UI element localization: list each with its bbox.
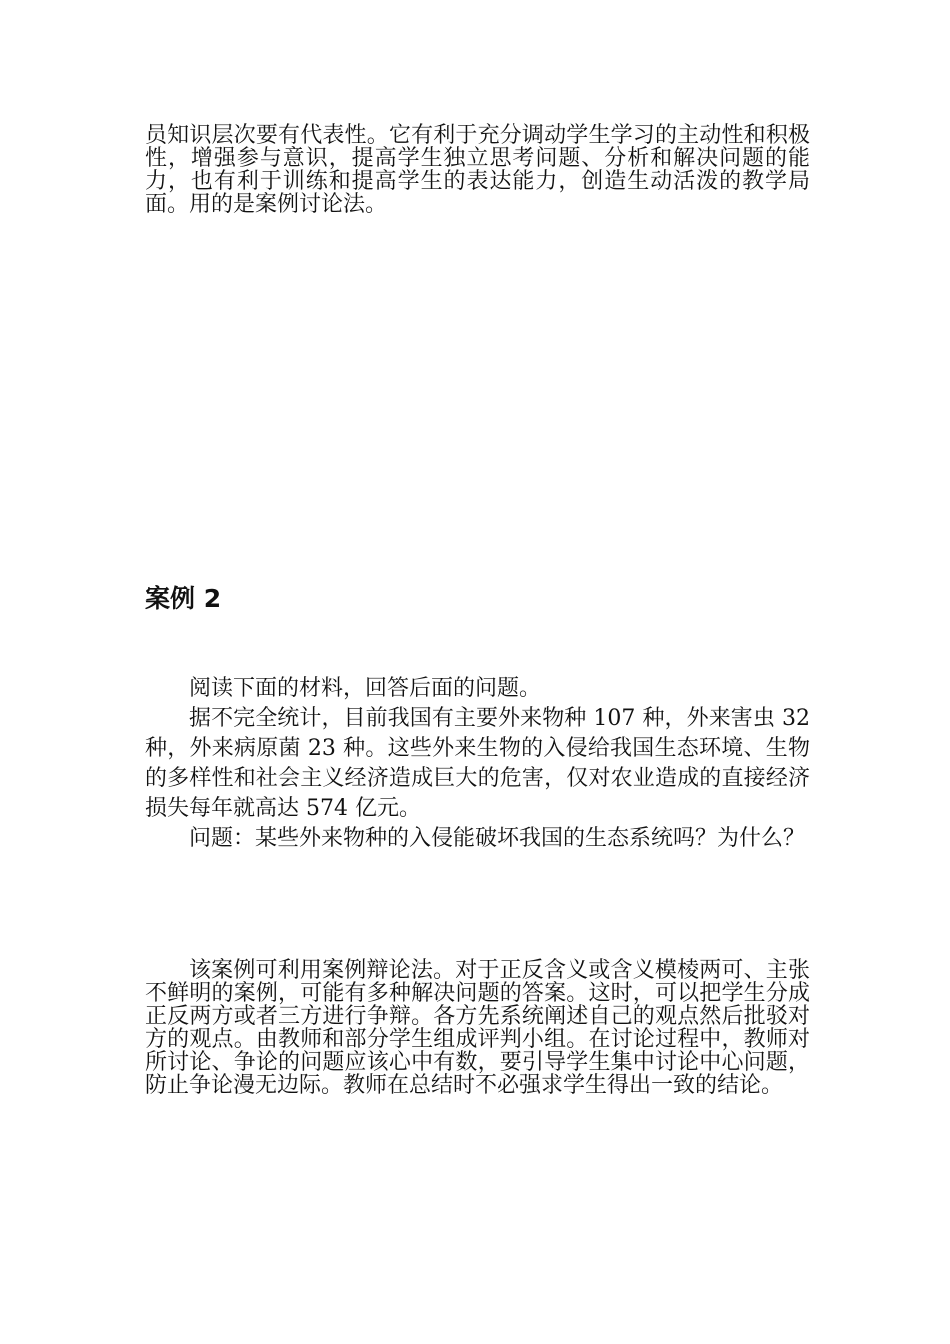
case-heading: 案例 2 [145,584,222,613]
instruction-paragraph: 阅读下面的材料，回答后面的问题。 [189,676,542,701]
material-paragraph: 据不完全统计，目前我国有主要外来物种 107 种，外来害虫 32 种，外来病原菌 23 种。这些外来生物的入侵给我国生态环境、生物的多样性和社会主义经济造成巨大的危害，仅对农业造成的直接经济损失每年就高达 574 亿元。 [145,706,810,821]
intro-paragraph: 员知识层次要有代表性。它有利于充分调动学生学习的主动性和积极性，增强参与意识，提高学生独立思考问题、分析和解决问题的能力，也有利于训练和提高学生的表达能力，创造生动活泼的教学局面。用的是案例讨论法。 [145,123,810,217]
question-paragraph: 问题：某些外来物种的入侵能破坏我国的生态系统吗？为什么？ [189,826,806,851]
analysis-paragraph: 该案例可利用案例辩论法。对于正反含义或含义模棱两可、主张不鲜明的案例，可能有多种解决问题的答案。这时，可以把学生分成正反两方或者三方进行争辩。各方先系统阐述自己的观点然后批驳对方的观点。由教师和部分学生组成评判小组。在讨论过程中，教师对所讨论、争论的问题应该心中有数，要引导学生集中讨论中心问题，防止争论漫无边际。教师在总结时不必强求学生得出一致的结论。 [145,958,810,1098]
